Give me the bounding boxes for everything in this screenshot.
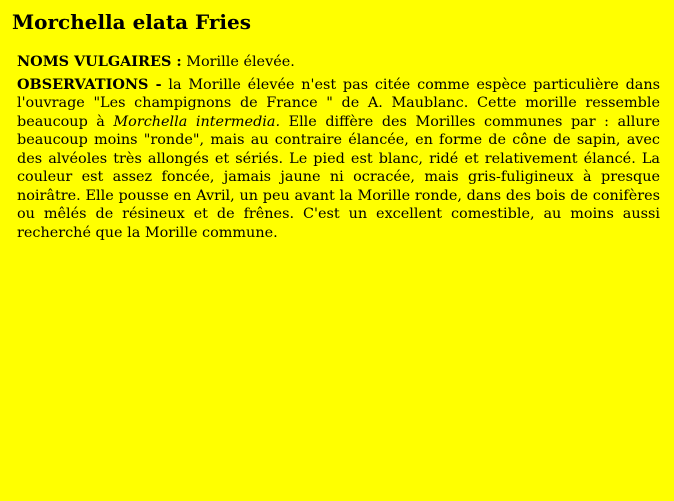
observations-text-1: la Morille élevée n'est pas citée comme espèce particulière dans l'ouvrage "Les champignons de France " de A. Maublanc. Cette morille ressemble beaucoup à bbox=[17, 76, 661, 130]
observations-paragraph bbox=[17, 76, 660, 243]
observations-text-2: Elle diffère des Morilles communes par : allure beaucoup moins "ronde", mais au contraire élancée, en forme de cône de sapin, avec des alvéoles très allongés et sériés. Le pied est blanc, ridé et relativement élancé. La couleur est assez foncée, jamais jaune ni ocracée, mais gris-fuligineux à presque noirâtre. Elle pousse en Avril, un peu avant la Morille ronde, dans des bois de conifères ou mêlés de résineux et de frênes. C'est un excellent comestible, au moins aussi recherché que la Morille commune. bbox=[17, 113, 660, 241]
common-names-label: NOMS VULGAIRES : bbox=[17, 53, 182, 70]
species-reference: Morchella intermedia. bbox=[113, 113, 281, 130]
description bbox=[17, 53, 660, 242]
page-title: Morchella elata Fries bbox=[12, 10, 251, 34]
common-names-paragraph bbox=[17, 53, 660, 72]
common-names-text: Morille élevée. bbox=[186, 54, 295, 70]
observations-label: OBSERVATIONS - bbox=[17, 75, 162, 93]
